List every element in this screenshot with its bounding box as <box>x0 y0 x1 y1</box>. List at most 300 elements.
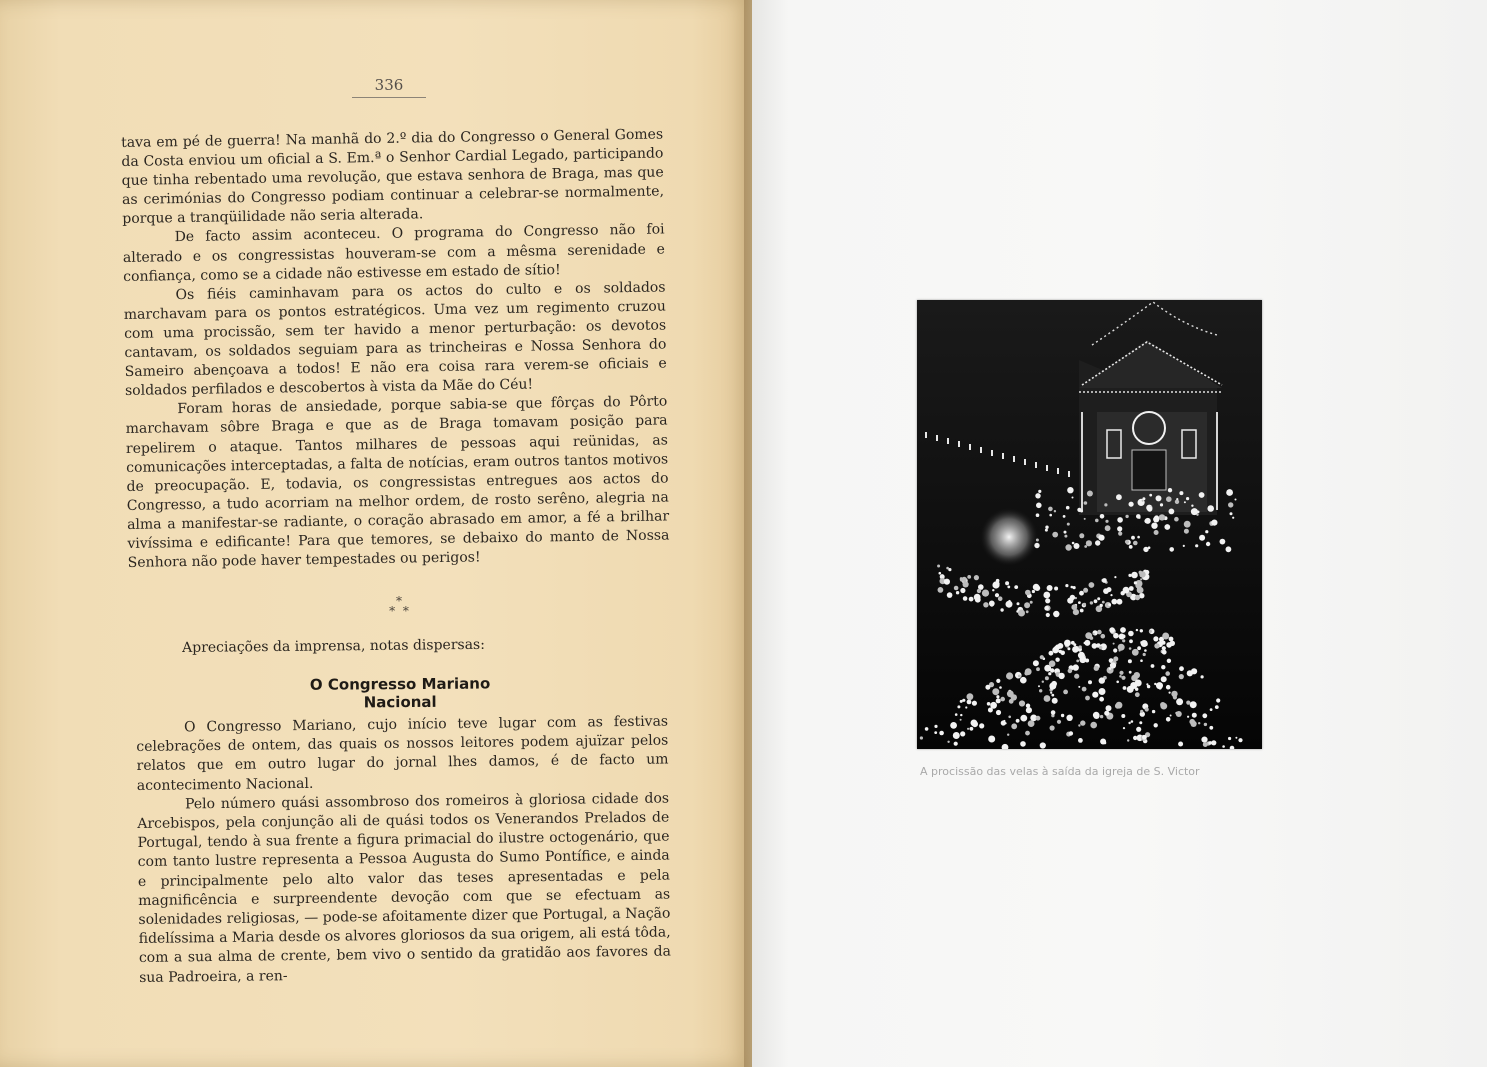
candle-light <box>1007 586 1010 589</box>
candle-light <box>1093 633 1095 635</box>
candle-light <box>1035 493 1040 498</box>
candle-light <box>1020 741 1026 747</box>
candle-light <box>1136 629 1138 631</box>
candle-light <box>1166 685 1171 690</box>
candle-light <box>1079 591 1084 596</box>
candle-light <box>1042 681 1044 683</box>
candle-light <box>962 577 967 582</box>
candle-light <box>1078 686 1080 688</box>
candle-light <box>1005 581 1009 585</box>
paragraph: Os fiéis caminhavam para os actos do culto e os soldados marchavam para os pontos estratégicos. Uma vez um regimento cruzou com uma procissão, sem ter havido a menor perturbação: os devotos cantavam, os soldados seguiam para as trincheiras e Nossa Senhora do Sameiro abençoava a todos! E não era coisa rara verem-se oficiais e soldados perfilados e descobertos à vista da Mãe do Céu! <box>123 279 667 400</box>
candle-light <box>1226 546 1232 552</box>
candle-light <box>1139 721 1142 724</box>
candle-light <box>1105 520 1108 523</box>
candle-light <box>1125 540 1129 544</box>
candle-light <box>1054 646 1058 650</box>
candle-light <box>1127 686 1134 693</box>
candle-light <box>1084 501 1088 505</box>
candle-light <box>955 713 958 716</box>
candle-light <box>1065 584 1068 587</box>
candle-light <box>1055 658 1059 662</box>
candle-light <box>1036 667 1040 671</box>
candle-light <box>1101 634 1106 639</box>
candle-light <box>1094 599 1098 603</box>
candle-light <box>1154 643 1159 648</box>
candle-light <box>987 702 991 706</box>
candle-light <box>963 596 968 601</box>
candle-light <box>1176 698 1183 705</box>
candle-light <box>996 698 1001 703</box>
body-text <box>121 125 670 573</box>
candle-light <box>1179 666 1184 671</box>
candle-light <box>1226 489 1233 496</box>
candle-light <box>1102 601 1105 604</box>
candle-light <box>1026 704 1030 708</box>
candle-light <box>1119 634 1125 640</box>
candle-light <box>1025 590 1031 596</box>
candle-light <box>990 702 997 709</box>
candle-light <box>1072 542 1075 545</box>
candle-light <box>1173 695 1177 699</box>
candle-light <box>1018 610 1025 617</box>
candle-light <box>1071 641 1075 645</box>
candle-light <box>1199 492 1205 498</box>
candle-light <box>1184 529 1189 534</box>
candle-light <box>1043 592 1050 599</box>
candle-light <box>1116 681 1119 684</box>
candle-light <box>967 700 972 705</box>
candle-light <box>954 586 959 591</box>
candle-light <box>1162 650 1167 655</box>
procession-photo-image <box>917 300 1262 749</box>
candle-light <box>1058 673 1064 679</box>
candle-light <box>1131 536 1135 540</box>
candle-light <box>1048 507 1053 512</box>
candle-light <box>1170 641 1175 646</box>
candle-light <box>960 731 965 736</box>
candle-light <box>1183 545 1185 547</box>
candle-light <box>1144 519 1149 524</box>
candle-light <box>982 590 989 597</box>
candle-light <box>944 579 950 585</box>
street-lamp <box>1046 465 1048 471</box>
candle-light <box>969 597 974 602</box>
candle-light <box>1089 582 1095 588</box>
candle-light <box>1090 722 1097 729</box>
candle-light <box>1020 715 1027 722</box>
candle-light <box>1131 720 1134 723</box>
candle-light <box>988 736 995 743</box>
asterism-divider: * * * <box>389 594 411 618</box>
candle-light <box>938 587 944 593</box>
candle-light <box>947 741 949 743</box>
candle-light <box>996 695 999 698</box>
candle-light <box>1119 671 1123 675</box>
candle-light <box>1201 737 1207 743</box>
candle-light <box>1122 639 1125 642</box>
candle-light <box>1017 602 1020 605</box>
candle-light <box>1102 578 1107 583</box>
candle-light <box>1109 627 1115 633</box>
candle-light <box>1192 713 1197 718</box>
candle-light <box>965 706 967 708</box>
candle-light <box>1068 669 1073 674</box>
candle-light <box>1228 502 1233 507</box>
candle-light <box>960 719 962 721</box>
candle-light <box>939 572 942 575</box>
candle-light <box>1080 609 1084 613</box>
candle-light <box>1007 734 1009 736</box>
candle-light <box>1078 652 1085 659</box>
candle-light <box>1208 741 1212 745</box>
candle-light <box>1117 526 1122 531</box>
candle-light <box>1215 705 1219 709</box>
candle-light <box>1084 545 1087 548</box>
candle-light <box>1097 630 1102 635</box>
candle-light <box>1138 499 1145 506</box>
candle-light <box>1216 698 1220 702</box>
candle-light <box>1201 675 1204 678</box>
candle-light <box>1129 647 1132 650</box>
candle-light <box>1079 645 1082 648</box>
candle-light <box>1139 571 1143 575</box>
candle-light <box>970 727 974 731</box>
candle-light <box>1191 508 1198 515</box>
candle-light <box>925 727 929 731</box>
candle-light <box>1164 524 1170 530</box>
candle-light <box>1045 529 1048 532</box>
candle-light <box>972 701 977 706</box>
candle-light <box>1003 720 1005 722</box>
candle-light <box>1161 665 1165 669</box>
candle-light <box>1045 526 1048 529</box>
street-lamp <box>991 450 993 456</box>
candle-light <box>1048 672 1051 675</box>
candle-light <box>1099 677 1105 683</box>
candle-light <box>1045 598 1050 603</box>
candle-light <box>967 728 969 730</box>
candle-light <box>1222 745 1225 748</box>
candle-light <box>1140 578 1142 580</box>
candle-light <box>999 686 1002 689</box>
candle-light <box>1020 677 1027 684</box>
candle-light <box>1146 683 1148 685</box>
street-lamp <box>958 441 960 447</box>
candle-light <box>1054 510 1056 512</box>
candle-light <box>1235 737 1237 739</box>
candle-light <box>1160 702 1165 707</box>
candle-light <box>1095 519 1099 523</box>
candle-light <box>1011 723 1017 729</box>
candle-light <box>1099 688 1106 695</box>
candle-light <box>1198 722 1200 724</box>
candle-light <box>1088 680 1092 684</box>
candle-light <box>1082 687 1087 692</box>
candle-light <box>1019 700 1025 706</box>
candle-light <box>963 581 969 587</box>
candle-light <box>1176 711 1182 717</box>
procession-photo <box>917 300 1262 749</box>
candle-light <box>1083 603 1086 606</box>
candle-light <box>1067 487 1073 493</box>
candle-light <box>1064 640 1071 647</box>
candle-light <box>974 594 981 601</box>
candle-light <box>1142 500 1144 502</box>
candle-light <box>1204 723 1207 726</box>
candle-light <box>1110 662 1116 668</box>
candle-light <box>1033 660 1039 666</box>
candle-light <box>950 722 957 729</box>
candle-light <box>1103 588 1109 594</box>
candle-light <box>1228 737 1231 740</box>
candle-light <box>979 723 984 728</box>
candle-light <box>1000 608 1003 611</box>
candle-light <box>1074 674 1079 679</box>
candle-light <box>939 731 944 736</box>
candle-light <box>1129 639 1133 643</box>
candle-light <box>1040 655 1044 659</box>
candle-light <box>1067 647 1070 650</box>
candle-light <box>1128 722 1130 724</box>
candle-light <box>1162 633 1169 640</box>
candle-light <box>1238 738 1242 742</box>
candle-light <box>1070 595 1075 600</box>
candle-light <box>1069 731 1073 735</box>
candle-light <box>1135 692 1140 697</box>
candle-light <box>1066 715 1072 721</box>
candle-light <box>1195 544 1198 547</box>
candle-light <box>985 685 990 690</box>
candle-light <box>1137 536 1140 539</box>
candle-light <box>1121 714 1125 718</box>
candle-light <box>1085 659 1089 663</box>
candle-light <box>1026 707 1032 713</box>
candle-light <box>1205 530 1208 533</box>
street-lamp <box>936 435 938 441</box>
candle-light <box>998 596 1003 601</box>
candle-light <box>1065 544 1071 550</box>
candle-light <box>1129 586 1134 591</box>
candle-light <box>1121 591 1125 595</box>
candle-light <box>1084 518 1086 520</box>
candle-light <box>960 700 963 703</box>
candle-light <box>1113 648 1117 652</box>
street-lamp <box>1013 456 1015 462</box>
candle-light <box>1179 491 1183 495</box>
candle-light <box>1071 586 1074 589</box>
candle-light <box>1009 699 1014 704</box>
candle-light <box>1133 541 1138 546</box>
candle-light <box>1050 692 1052 694</box>
candle-light <box>1000 697 1005 702</box>
candle-light <box>1206 542 1210 546</box>
candle-light <box>1120 627 1126 633</box>
candle-light <box>1209 726 1213 730</box>
candle-light <box>1097 597 1100 600</box>
candle-light <box>1169 547 1174 552</box>
candle-light <box>1179 674 1184 679</box>
candle-light <box>1087 491 1093 497</box>
candle-light <box>1051 681 1057 687</box>
candle-light <box>1117 599 1123 605</box>
candle-light <box>1059 650 1063 654</box>
candle-light <box>1014 585 1018 589</box>
candle-light <box>957 705 960 708</box>
candle-light <box>1064 531 1067 534</box>
street-lamp <box>1068 471 1070 477</box>
candle-light <box>1025 731 1030 736</box>
candle-light <box>1092 692 1098 698</box>
candle-light <box>953 732 960 739</box>
candle-light <box>1036 513 1040 517</box>
candle-light <box>1054 587 1058 591</box>
candle-light <box>1047 585 1053 591</box>
candle-light <box>1099 646 1102 649</box>
candle-light <box>1165 671 1170 676</box>
candle-light <box>1106 705 1112 711</box>
candle-light <box>1135 595 1140 600</box>
candle-light <box>1128 631 1134 637</box>
candle-light <box>1134 581 1137 584</box>
candle-light <box>1080 720 1085 725</box>
candle-light <box>1095 540 1100 545</box>
candle-light <box>1160 503 1163 506</box>
candle-light <box>1161 676 1167 682</box>
candle-light <box>1154 515 1159 520</box>
candle-light <box>994 581 999 586</box>
candle-light <box>1049 651 1054 656</box>
candle-light <box>1105 525 1111 531</box>
candle-light <box>1049 660 1056 667</box>
candle-light <box>971 720 978 727</box>
candle-light <box>1159 687 1162 690</box>
candle-light <box>1148 546 1151 549</box>
candle-light <box>1119 675 1122 678</box>
candle-light <box>1123 727 1125 729</box>
candle-light <box>1156 638 1158 640</box>
candle-light <box>1170 715 1172 717</box>
candle-light <box>1186 497 1189 500</box>
candle-light <box>1028 720 1035 727</box>
candle-light <box>1119 649 1121 651</box>
candle-light <box>1044 695 1051 702</box>
candle-light <box>1044 606 1049 611</box>
candle-light <box>1184 521 1191 528</box>
candle-light <box>1187 670 1193 676</box>
candle-light <box>1151 664 1155 668</box>
candle-light <box>1078 724 1080 726</box>
candle-light <box>1230 512 1233 515</box>
candle-light <box>934 725 937 728</box>
candle-light <box>920 736 923 739</box>
candle-light <box>1147 506 1152 511</box>
page-number-rule <box>352 97 426 98</box>
candle-light <box>1005 722 1007 724</box>
candle-light <box>946 567 949 570</box>
candle-light <box>1116 702 1123 709</box>
candle-light <box>1121 676 1125 680</box>
candle-light <box>1074 543 1080 549</box>
candle-light <box>1036 716 1041 721</box>
candle-light <box>1063 690 1068 695</box>
candle-light <box>1018 675 1021 678</box>
candle-light <box>960 714 962 716</box>
candle-light <box>1167 659 1171 663</box>
candle-light <box>996 679 1000 683</box>
candle-light <box>1128 659 1132 663</box>
candle-light <box>1008 716 1011 719</box>
candle-light <box>1090 601 1093 604</box>
candle-light <box>983 602 988 607</box>
candle-light <box>1033 584 1040 591</box>
candle-light <box>1084 640 1090 646</box>
candle-light <box>1175 500 1179 504</box>
candle-light <box>1202 713 1207 718</box>
candle-light <box>1118 532 1122 536</box>
candle-light <box>1190 701 1197 708</box>
candle-light <box>1178 742 1183 747</box>
candle-light <box>1220 539 1226 545</box>
candle-light <box>1036 539 1039 542</box>
candle-light <box>1050 668 1054 672</box>
candle-light <box>969 698 971 700</box>
candle-light <box>1137 646 1141 650</box>
candle-light <box>1001 722 1004 725</box>
candle-light <box>1199 535 1205 541</box>
candle-light <box>1072 497 1074 499</box>
candle-light <box>1100 514 1105 519</box>
candle-light <box>1156 495 1162 501</box>
candle-light <box>1079 533 1084 538</box>
candle-light <box>1086 540 1092 546</box>
candle-light <box>1145 707 1149 711</box>
candle-light <box>1071 604 1077 610</box>
candle-light <box>1232 517 1234 519</box>
candle-light <box>1235 499 1237 501</box>
street-lamp <box>980 447 982 453</box>
paragraph: Pelo número quási assombroso dos romeiros à gloriosa cidade dos Arcebispos, pela conjunção ali de quási todos os Venerandos Prelados de Portugal, tendo à sua frente a figura primacial do ilustre octogenário, que com tanto lustre representa a Pessoa Augusta do Sumo Pontífice, e ainda e principalmente pelo alto valor das teses apresentadas e pela magnificência e surpreendente devoção com que se efectuam as solenidades religiosas, — pode-se afoitamente dizer que Portugal, a Nação fidelíssima a Maria desde os alvores gloriosos da sua origem, ali está tôda, com a sua alma de crente, bem vivo o sentido da gratidão aos favores da sua Padroeira, a ren- <box>137 790 671 986</box>
candle-light <box>937 565 940 568</box>
candle-light <box>990 602 994 606</box>
candle-light <box>1162 641 1166 645</box>
section-heading: O Congresso Mariano Nacional <box>309 674 491 712</box>
candle-light <box>1050 725 1055 730</box>
candle-light <box>1140 629 1143 632</box>
candle-light <box>977 589 981 593</box>
candle-light <box>1174 517 1179 522</box>
candle-light <box>1024 671 1028 675</box>
candle-light <box>1099 697 1104 702</box>
candle-light <box>1051 710 1056 715</box>
candle-light <box>1038 685 1040 687</box>
candle-light <box>1053 611 1059 617</box>
candle-light <box>996 710 1001 715</box>
candle-light <box>1129 502 1134 507</box>
candle-light <box>1113 643 1115 645</box>
candle-light <box>1207 505 1214 512</box>
candle-light <box>1125 515 1128 518</box>
candle-light <box>1076 660 1079 663</box>
candle-light <box>1152 710 1155 713</box>
candle-light <box>1116 494 1122 500</box>
candle-light <box>1142 735 1147 740</box>
candle-light <box>974 575 979 580</box>
candle-light <box>1132 649 1139 656</box>
street-lamp <box>925 432 927 438</box>
candle-light <box>1078 738 1083 743</box>
candle-light <box>1128 574 1131 577</box>
candle-light <box>1140 659 1143 662</box>
